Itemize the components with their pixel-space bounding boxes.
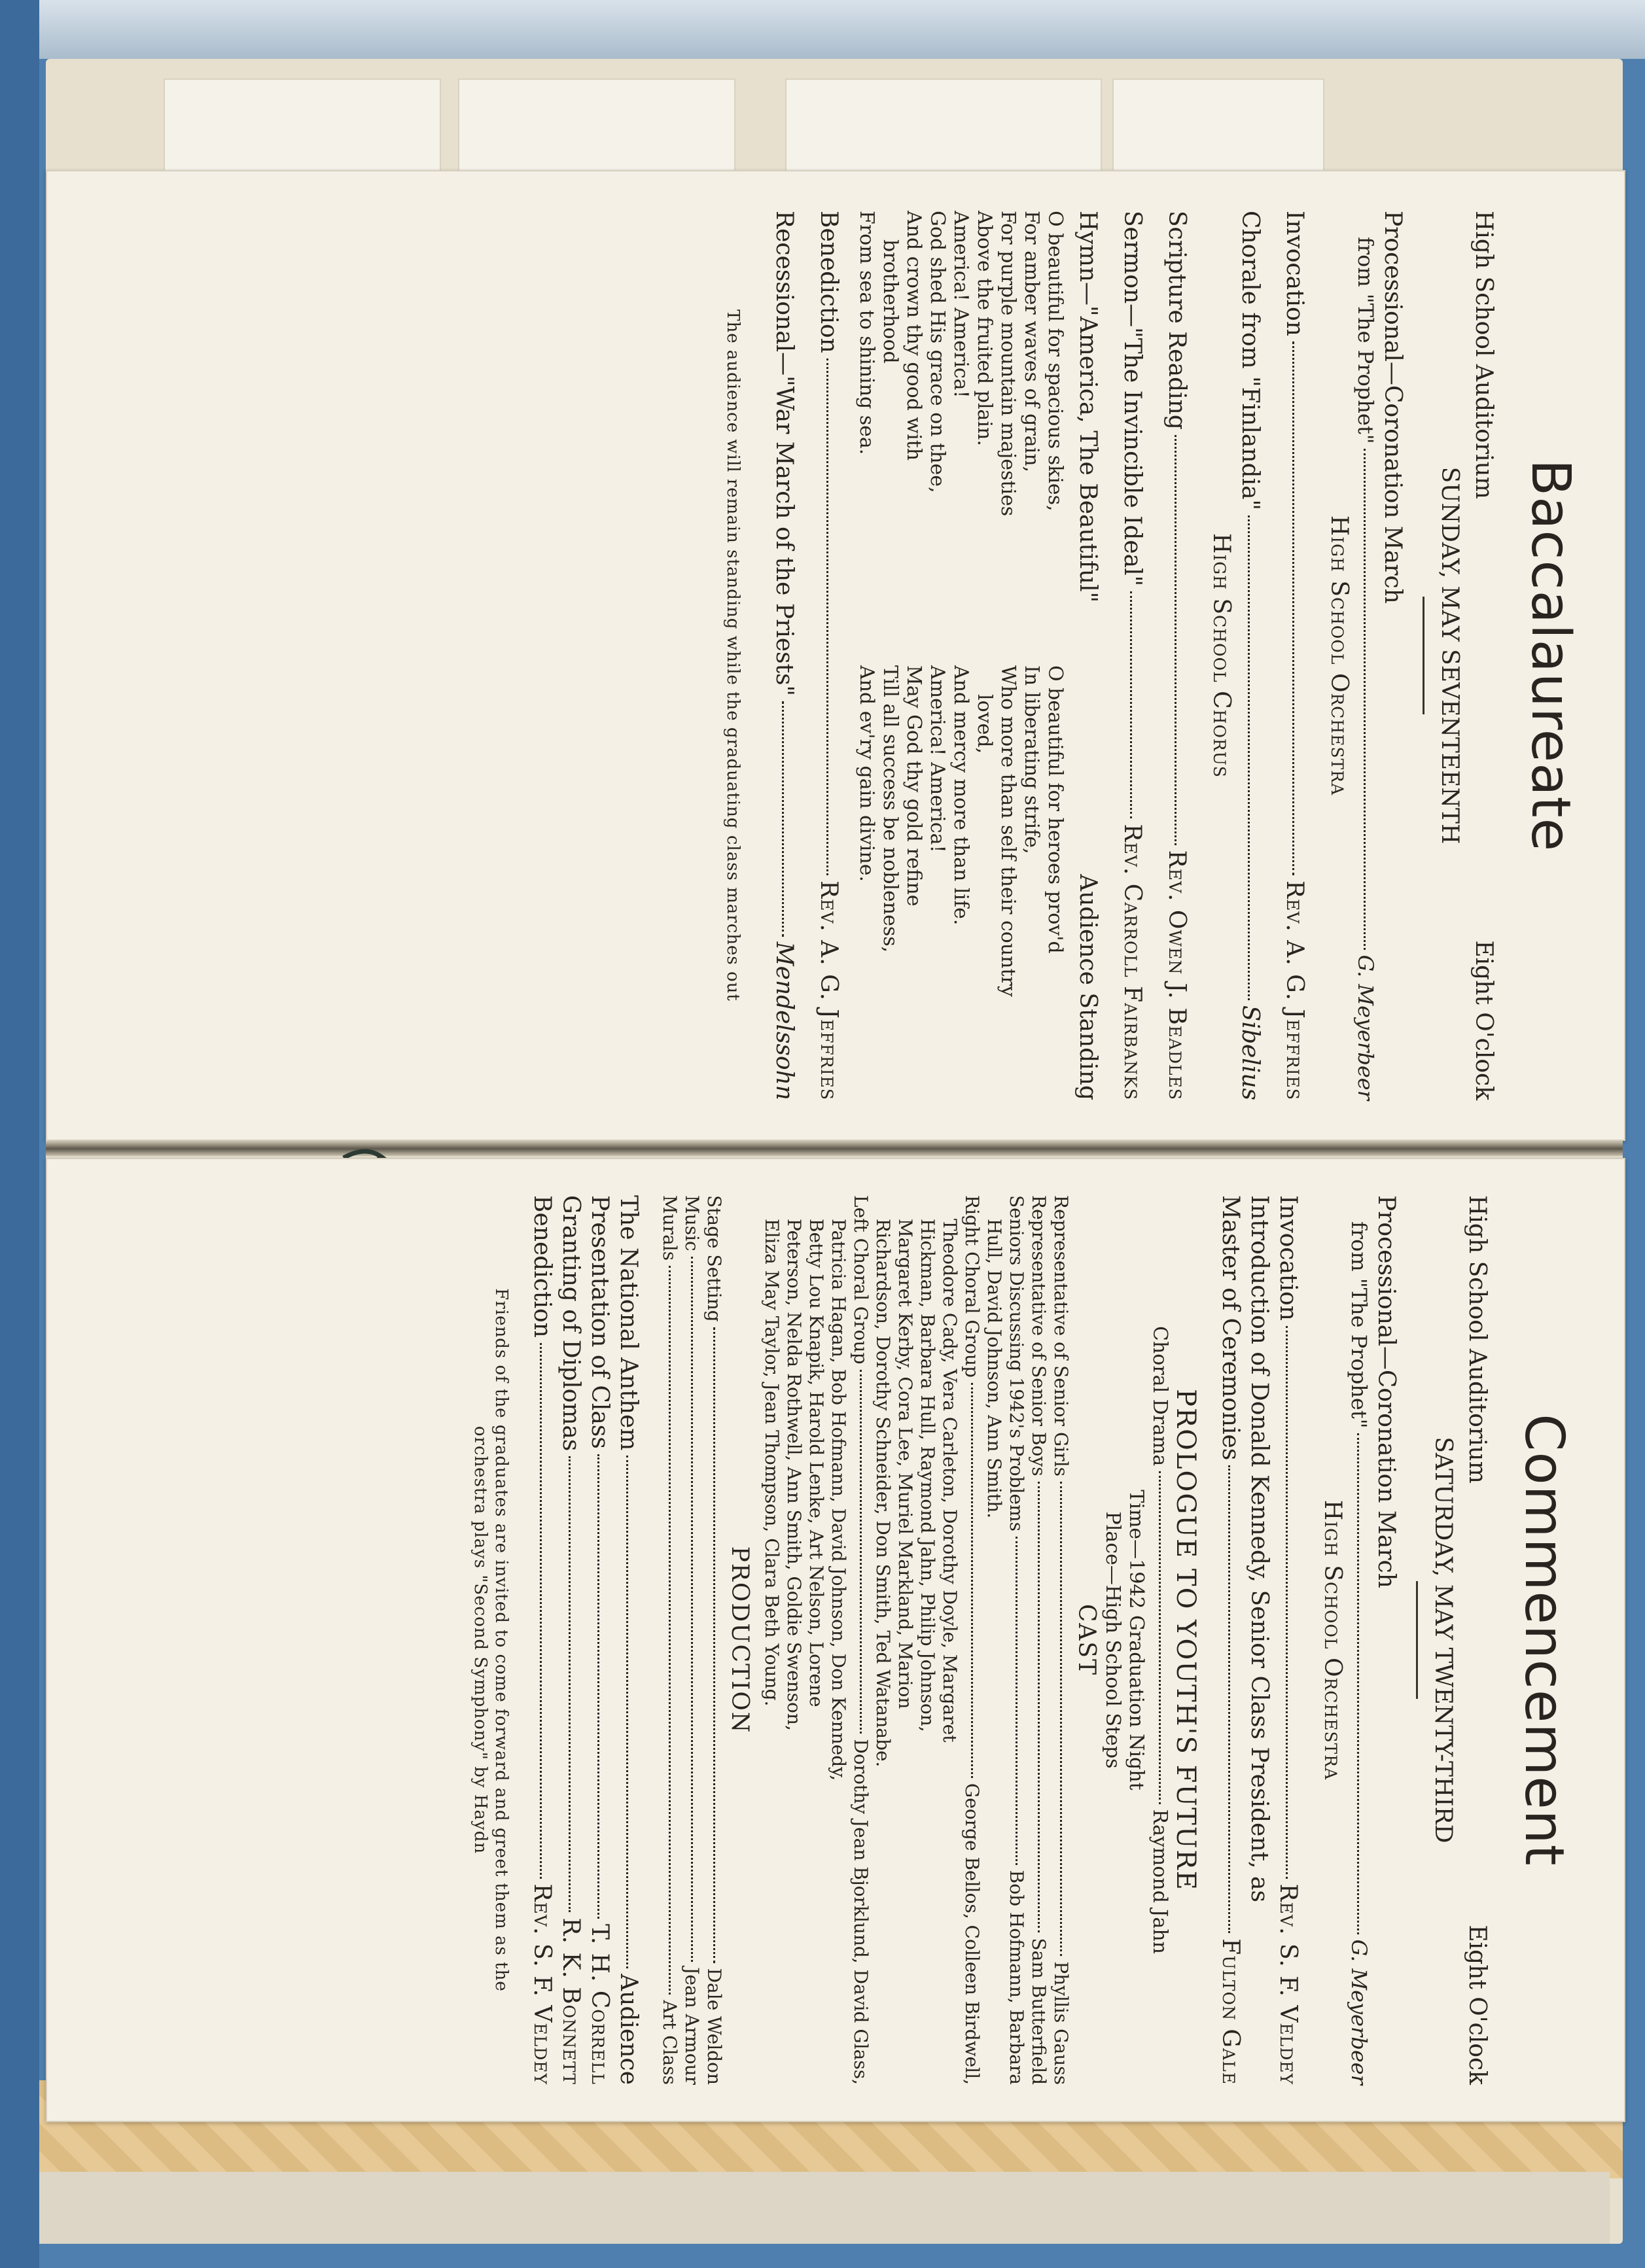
verse-line: loved, [973, 694, 996, 754]
production-role: Stage Setting [703, 1195, 725, 1322]
prologue-title: PROLOGUE TO YOUTH'S FUTURE [1171, 1389, 1201, 1891]
leader-dots [826, 358, 828, 875]
leader-dots [1016, 1537, 1017, 1865]
leader-dots [597, 1454, 599, 1919]
master-row [1216, 1195, 1245, 2085]
processional-from-row [1353, 211, 1378, 1100]
divider [1416, 1581, 1418, 1699]
baccalaureate-date: SUNDAY, MAY SEVENTEENTH [1436, 466, 1463, 845]
baccalaureate-processional [1378, 211, 1407, 1100]
cast-continuation: Eliza May Taylor, Jean Thompson, Clara Beth Young. [761, 1219, 783, 1707]
production-member: Dale Weldon [703, 1968, 725, 2085]
baccalaureate-title: Baccalaureate [1519, 459, 1582, 852]
cast-continuation: Theodore Cady, Vera Carleton, Dorothy Doyle, Margaret [939, 1219, 961, 1743]
leader-dots [1159, 1471, 1161, 1804]
sermon-label: Sermon—"The Invincible Ideal" [1119, 211, 1146, 587]
production-row [658, 1195, 681, 2085]
choral-drama-row [1148, 1195, 1171, 2085]
verse-line: Till all success be nobleness, [879, 665, 902, 953]
cast-continuation: Patricia Hagan, Bob Hofmann, David Johnson, Don Kennedy, [828, 1219, 849, 1781]
verse-line: In liberating strife, [1020, 665, 1043, 854]
production-role: Murals [659, 1195, 681, 1261]
commencement-page [46, 1158, 1625, 2122]
cast-row [1050, 1195, 1072, 2085]
commencement-footer-line-1: Friends of the graduates are invited to come forward and greet them as the [491, 1288, 511, 1992]
cast-member: Sam Butterfield [1028, 1938, 1050, 2085]
leader-dots [569, 1456, 571, 1912]
sermon-row [1118, 211, 1146, 1100]
invocation-label: Invocation [1275, 1195, 1301, 1321]
commencement-date: SATURDAY, MAY TWENTY-THIRD [1430, 1437, 1457, 1843]
invocation-row [1273, 1195, 1302, 2085]
chorale-composer: Sibelius [1237, 1005, 1264, 1100]
leader-dots [1248, 515, 1250, 1000]
hymn-note: Audience Standing [1074, 874, 1101, 1100]
master-by: Fulton Gale [1217, 1938, 1244, 2085]
cast-role: Left Choral Group [850, 1195, 872, 1365]
commencement-content [96, 1195, 1575, 2085]
leader-dots [713, 1327, 715, 1963]
introduction-text: Introduction of Donald Kennedy, Senior Class President, as [1246, 1195, 1273, 1902]
sermon-by: Rev. Carroll Fairbanks [1119, 824, 1146, 1100]
place-line: Place—High School Steps [1101, 1511, 1124, 1769]
divider [1423, 597, 1424, 714]
leader-dots [669, 1266, 671, 1995]
cover-edge [39, 2172, 1610, 2244]
cast-continuation: Hull, David Johnson, Ann Smith. [983, 1219, 1005, 1519]
cast-continuation: Richardson, Dorothy Schneider, Don Smith, Ted Watanabe. [872, 1219, 894, 1768]
processional-label: Processional—Coronation March [1373, 1195, 1400, 1588]
processional-label: Processional—Coronation March [1379, 211, 1406, 604]
diplomas-row [556, 1195, 585, 2085]
baccalaureate-page [46, 170, 1625, 1141]
cast-row [961, 1195, 983, 2085]
choral-drama-by: Raymond Jahn [1148, 1809, 1171, 1954]
verse-line: For purple mountain majesties [997, 211, 1019, 517]
leader-dots [1364, 449, 1366, 949]
invocation-by: Rev. A. G. Jeffries [1281, 881, 1308, 1100]
leader-dots [1130, 591, 1132, 818]
scan-background-top [0, 0, 1645, 59]
processional-composer: G. Meyerbeer [1353, 954, 1378, 1100]
verse-line: From sea to shining sea. [855, 211, 878, 455]
verse-line: God shed His grace on thee, [926, 211, 949, 493]
benediction-label: Benediction [529, 1195, 556, 1338]
leader-dots [1357, 1433, 1359, 1934]
leader-dots [971, 1383, 973, 1778]
recessional-composer: Mendelssohn [771, 941, 798, 1100]
cast-row [849, 1195, 872, 2085]
anthem-by: Audience [615, 1974, 642, 2085]
processional-from: from "The Prophet" [1347, 1221, 1371, 1429]
presentation-label: Presentation of Class [586, 1195, 613, 1449]
leader-dots [540, 1343, 542, 1879]
leader-dots [860, 1370, 862, 1734]
recessional-row [769, 211, 798, 1100]
chorale-row [1235, 211, 1264, 1100]
verse-line: And mercy more than life. [949, 665, 972, 926]
leader-dots [626, 1456, 628, 1968]
verse-line: O beautiful for spacious skies, [1044, 211, 1067, 512]
commencement-header [1464, 1195, 1491, 2085]
leader-dots [1038, 1482, 1040, 1933]
introduction-row [1245, 1195, 1273, 2085]
cast-role: Right Choral Group [961, 1195, 983, 1378]
cast-title: CAST [1073, 1603, 1100, 1677]
cast-role: Representative of Senior Boys [1028, 1195, 1050, 1476]
anthem-label: The National Anthem [615, 1195, 642, 1451]
production-title: PRODUCTION [726, 1546, 753, 1734]
scripture-label: Scripture Reading [1163, 211, 1190, 430]
cast-role: Representative of Senior Girls [1050, 1195, 1072, 1476]
cast-member: Dorothy Jean Bjorklund, David Glass, [850, 1739, 872, 2085]
cast-row [1005, 1195, 1027, 2085]
commencement-footer-line-2: orchestra plays "Second Symphony" by Haydn [470, 1425, 490, 1855]
recessional-label: Recessional—"War March of the Priests" [771, 211, 798, 697]
time-line: Time—1942 Graduation Night [1125, 1490, 1148, 1790]
benediction-row [814, 211, 843, 1100]
cast-continuation: Hickman, Barbara Hull, Raymond Jahn, Philip Johnson, [917, 1219, 938, 1732]
invocation-by: Rev. S. F. Veldey [1275, 1883, 1301, 2085]
leader-dots [1292, 341, 1294, 875]
scan-background-left [0, 0, 39, 2268]
production-member: Jean Armour [681, 1967, 703, 2085]
production-row [681, 1195, 703, 2085]
processional-from-row [1347, 1195, 1371, 2085]
verse-line: Above the fruited plain. [973, 211, 996, 446]
verse-line: O beautiful for heroes prov'd [1044, 665, 1067, 954]
anthem-row [614, 1195, 643, 2085]
verse-line: brotherhood [879, 239, 902, 364]
leader-dots [1286, 1326, 1288, 1879]
cast-member: Phyllis Gauss [1050, 1961, 1072, 2085]
verse-line: Who more than self their country [997, 665, 1019, 997]
verse-line: And ev'ry gain divine. [855, 665, 878, 882]
choral-drama-label: Choral Drama [1148, 1326, 1171, 1467]
presentation-by: T. H. Correll [586, 1923, 613, 2085]
commencement-venue: High School Auditorium [1464, 1195, 1491, 1484]
invocation-label: Invocation [1281, 211, 1308, 336]
processional-from: from "The Prophet" [1353, 237, 1378, 444]
binding-fold [46, 1142, 1623, 1156]
verse-line: For amber waves of grain, [1020, 211, 1043, 473]
baccalaureate-time: Eight O'clock [1470, 940, 1497, 1100]
chorale-label: Chorale from "Finlandia" [1237, 211, 1264, 511]
hymn-row [1073, 211, 1102, 1100]
commencement-processional [1371, 1195, 1400, 2085]
master-label: Master of Ceremonies [1217, 1195, 1244, 1461]
benediction-by: Rev. S. F. Veldey [529, 1883, 556, 2085]
verse-line: America! America! [926, 665, 949, 853]
processional-composer: G. Meyerbeer [1347, 1939, 1371, 2085]
hymn-verses [855, 211, 1067, 1100]
invocation-row [1280, 211, 1309, 1100]
verse-line: America! America! [949, 211, 972, 398]
leader-dots [1175, 435, 1176, 845]
baccalaureate-content [90, 211, 1582, 1100]
diplomas-label: Granting of Diplomas [557, 1195, 584, 1452]
cast-continuation: Peterson, Nelda Rothwell, Ann Smith, Goldie Swenson, [783, 1219, 805, 1731]
production-role: Music [681, 1195, 703, 1251]
diplomas-by: R. K. Bonnett [557, 1917, 584, 2085]
cast-row [1027, 1195, 1050, 2085]
leader-dots [782, 701, 784, 937]
production-member: Art Class [659, 2000, 681, 2085]
verse-line: And crown thy good with [902, 211, 925, 461]
baccalaureate-footer: The audience will remain standing while the graduating class marches out [723, 309, 743, 1002]
leader-dots [1228, 1465, 1230, 1933]
leader-dots [691, 1257, 693, 1962]
cast-role: Seniors Discussing 1942's Problems [1006, 1195, 1027, 1531]
benediction-by: Rev. A. G. Jeffries [815, 881, 842, 1100]
cast-continuation: Margaret Kerby, Cora Lee, Muriel Markland, Marion [894, 1219, 916, 1709]
production-row [703, 1195, 725, 2085]
chorale-performer: High School Chorus [1208, 533, 1235, 778]
benediction-row [527, 1195, 556, 2085]
cast-member: Bob Hofmann, Barbara [1006, 1870, 1027, 2085]
cast-member: George Bellos, Colleen Birdwell, [961, 1783, 983, 2085]
scripture-by: Rev. Owen J. Beadles [1163, 850, 1190, 1100]
commencement-title: Commencement [1513, 1414, 1575, 1866]
benediction-label: Benediction [815, 211, 842, 353]
presentation-row [585, 1195, 614, 2085]
baccalaureate-venue: High School Auditorium [1470, 211, 1497, 499]
baccalaureate-header [1470, 211, 1497, 1100]
hymn-label: Hymn—"America, The Beautiful" [1074, 211, 1101, 603]
processional-performer: High School Orchestra [1319, 1499, 1346, 1781]
scripture-row [1162, 211, 1191, 1100]
commencement-time: Eight O'clock [1464, 1925, 1491, 2085]
cast-continuation: Betty Lou Knapik, Harold Lenke, Art Nelson, Lorene [805, 1219, 827, 1707]
processional-performer: High School Orchestra [1326, 515, 1353, 796]
production-list [658, 1195, 725, 2085]
hymn-verse-1 [855, 211, 1067, 646]
cast-list [760, 1195, 1072, 2085]
hymn-verse-2 [855, 665, 1067, 1100]
leader-dots [1060, 1482, 1062, 1956]
verse-line: May God thy gold refine [902, 665, 925, 907]
